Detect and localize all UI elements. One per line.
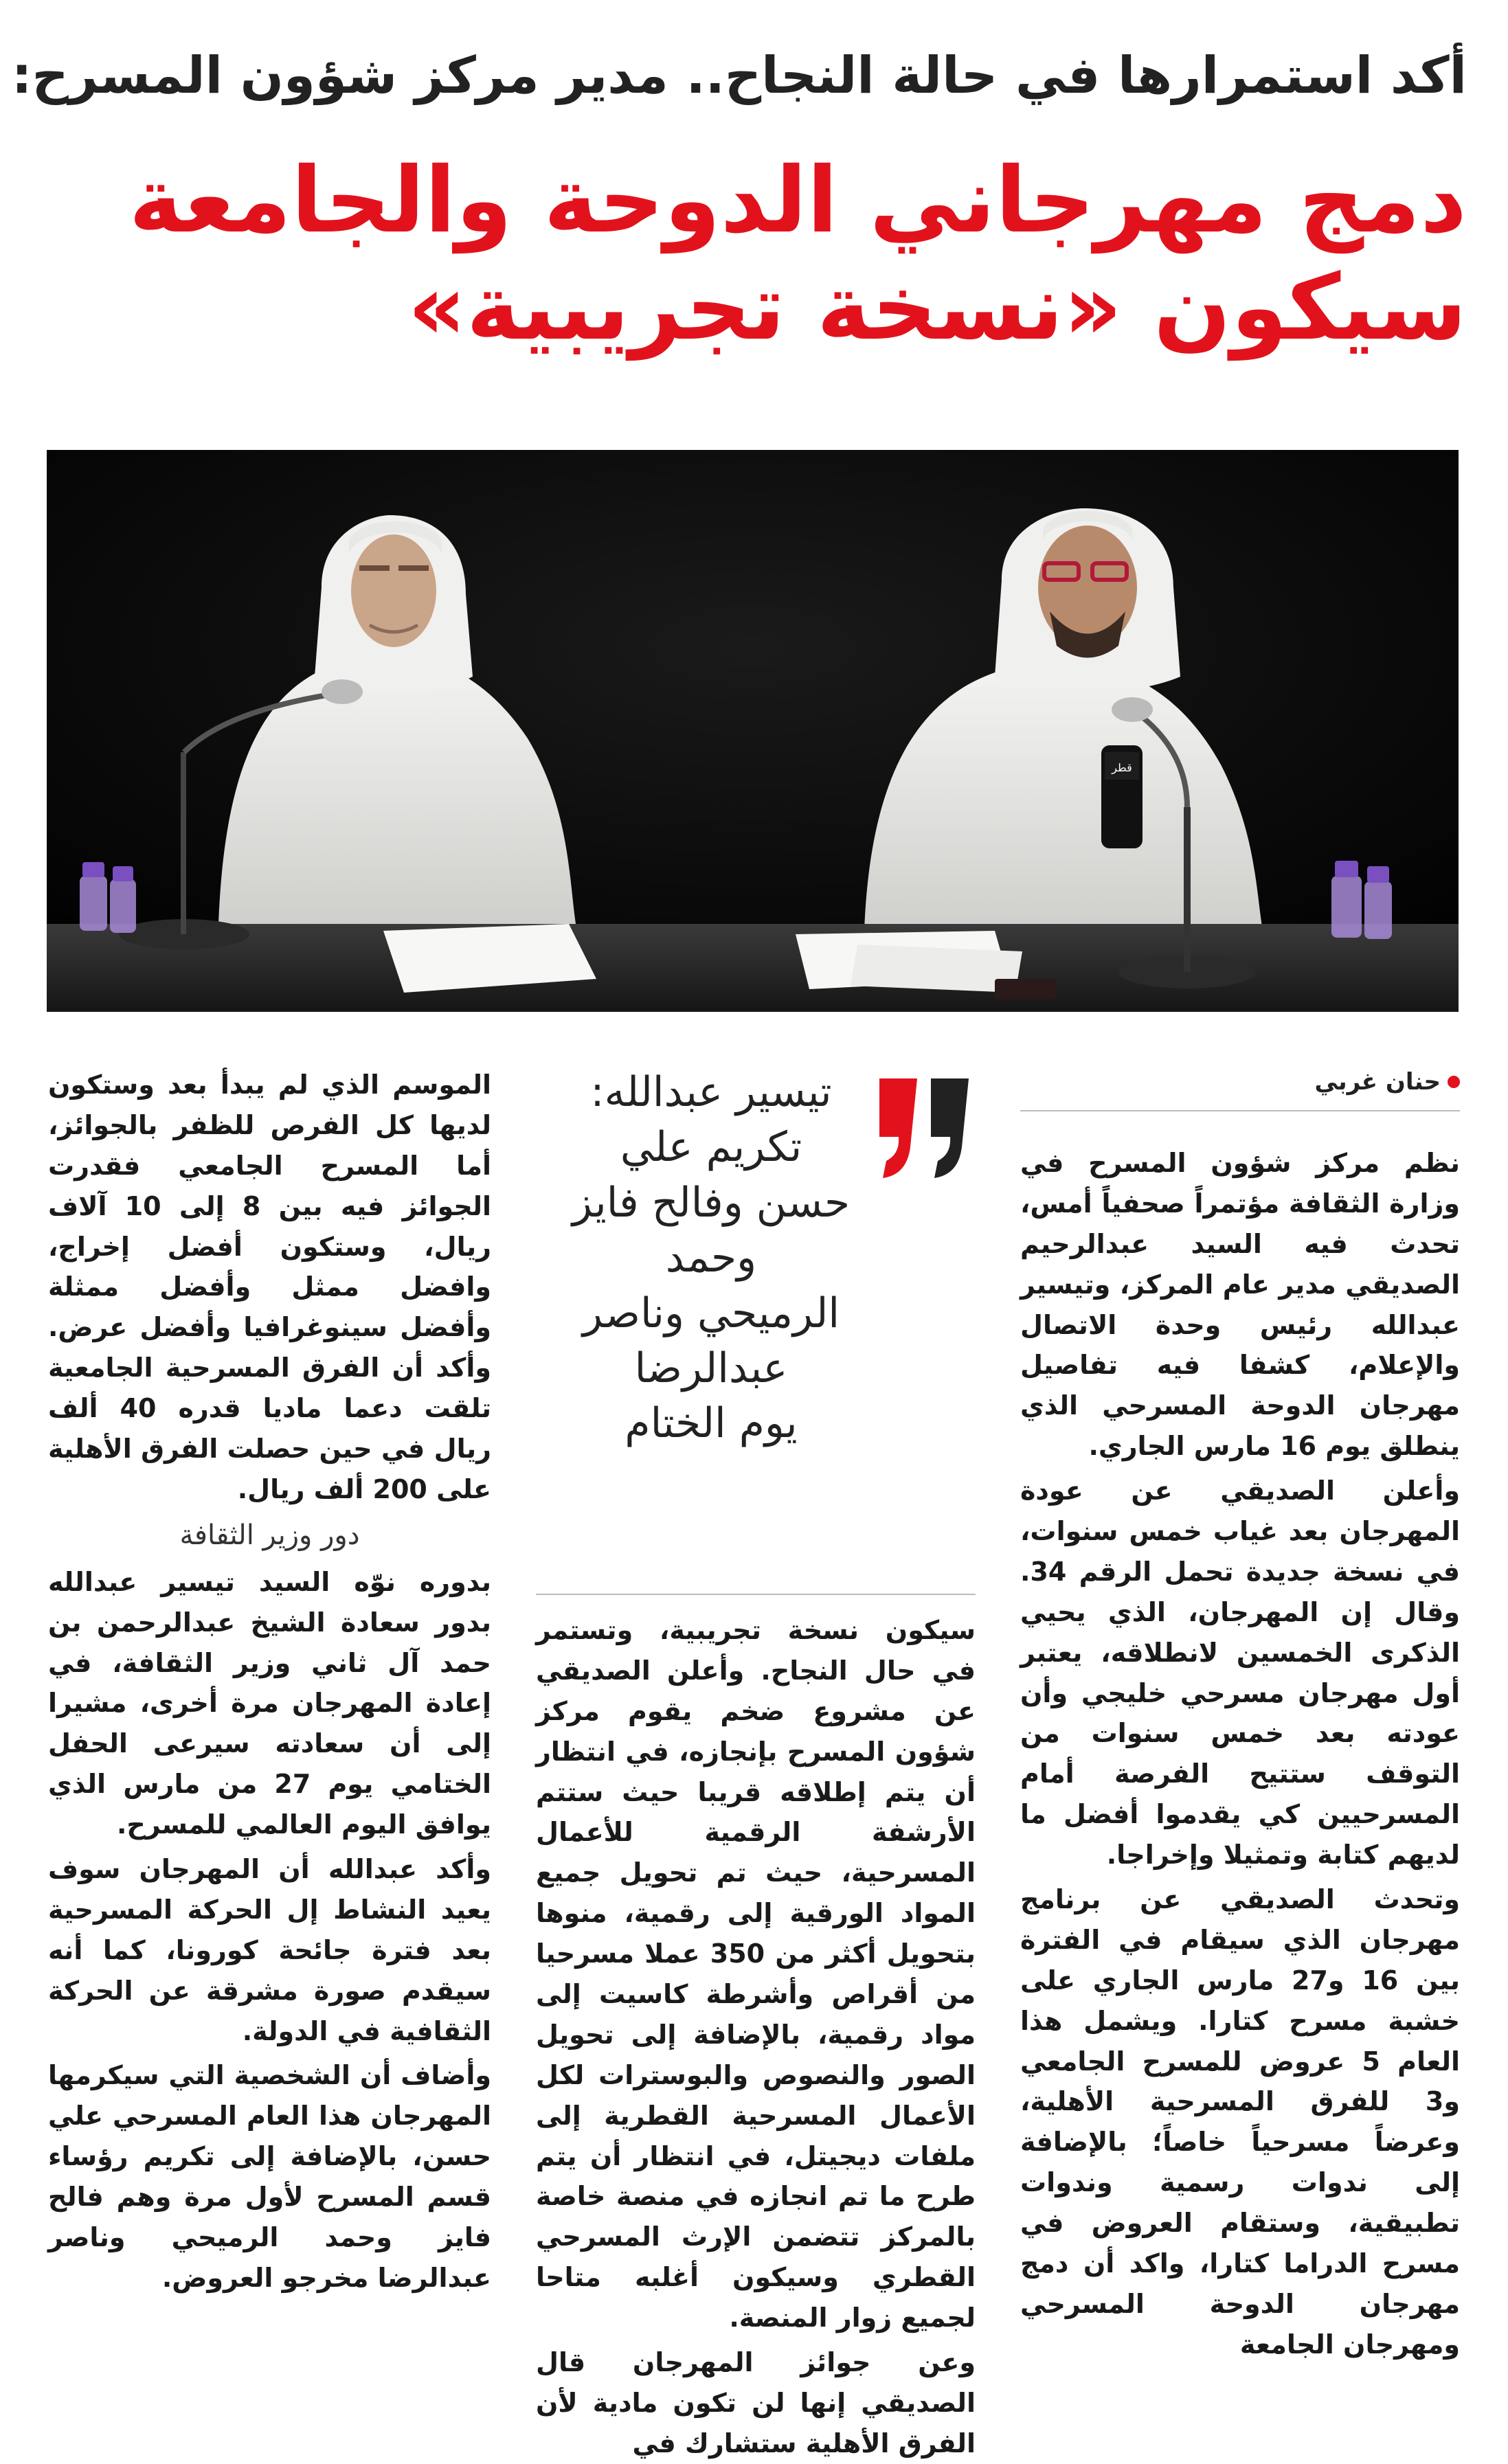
byline (1020, 1065, 1460, 1111)
paragraph: نظم مركز شؤون المسرح في وزارة الثقافة مؤتمراً صحفياً أمس، تحدث فيه السيد عبدالرحيم الصديقي مدير عام المركز، وتيسير عبدالله رئيس وحدة الاتصال والإعلام، كشفا فيه تفاصيل مهرجان الدوحة المسرحي الذي ينطلق يوم 16 مارس الجاري. (1020, 1148, 1460, 1462)
paragraph: وتحدث الصديقي عن برنامج مهرجان الذي سيقام في الفترة بين 16 و27 مارس الجاري على خشبة مسرح كتارا. ويشمل هذا العام 5 عروض للمسرح الجامعي و3 للفرق المسرحية الأهلية، وعرضاً مسرحياً خاصاً؛ بالإضافة إلى ندوات رسمية وندوات تطبيقية، وستقام العروض في مسرح الدراما كتارا، واكد أن دمج مهرجان الدوحة المسرحي ومهرجان الجامعة (1020, 1884, 1461, 2360)
section-subhead: دور وزير الثقافة (179, 1519, 360, 1551)
photo-illustration (47, 450, 1459, 1012)
paragraph: سيكون نسخة تجريبية، وتستمر في حال النجاح. وأعلن الصديقي عن مشروع ضخم يقوم مركز شؤون المسرح بإنجازه، في انتظار أن يتم إطلاقه قريبا حيث ستتم الأرشفة الرقمية للأعمال المسرحية، حيث تم تحويل جميع المواد الورقية إلى رقمية، منوها بتحويل أكثر من 350 عملا مسرحيا من أقراص وأشرطة كاسيت إلى مواد رقمية، بالإضافة إلى تحويل الصور والنصوص والبوسترات لكل الأعمال المسرحية القطرية إلى ملفات ديجيتل، في انتظار أن يتم طرح ما تم انجازه في منصة خاصة بالمركز تتضمن الإرث المسرحي القطري وسيكون أغلبه متاحا لجميع زوار المنصة. (536, 1615, 976, 2333)
byline-author: حنان غربي (1314, 1067, 1441, 1096)
quote-line: حسن وفالح فايز وحمد (572, 1178, 851, 1282)
mic-flag-label: قطر (1112, 761, 1132, 774)
quote-marks-icon (873, 1072, 976, 1182)
pull-quote-text (550, 1065, 873, 1451)
paragraph: بدوره نوّه السيد تيسير عبدالله بدور سعادة الشيخ عبدالرحمن بن حمد آل ثاني وزير الثقافة، في إعادة المهرجان مرة أخرى، مشيرا إلى أن سعادته سيرعى الحفل الختامي يوم 27 من مارس الذي يوافق اليوم العالمي للمسرح. (48, 1566, 492, 1840)
paragraph: وأعلن الصديقي عن عودة المهرجان بعد غياب خمس سنوات، في نسخة جديدة تحمل الرقم 34. وقال إن المهرجان، الذي يحيي الذكرى الخمسين لانطلاقه، يعتبر أول مهرجان مسرحي خليجي وأن عودته بعد خمس سنوات من التوقف ستتيح الفرصة أمام المسرحيين كي يقدموا أفضل ما لديهم كتابة وتمثيلا وإخراجا. (1020, 1476, 1460, 1870)
article-kicker: أكد استمرارها في حالة النجاح.. مدير مركز شؤون المسرح: (11, 46, 1467, 105)
byline-dot-icon (1448, 1076, 1460, 1088)
paragraph: وأضاف أن الشخصية التي سيكرمها المهرجان هذا العام المسرحي علي حسن، بالإضافة إلى تكريم رؤساء قسم المسرح لأول مرة وهم فالح فايز وحمد الرميحي وناصر عبدالرضا مخرجو العروض. (48, 2060, 491, 2293)
paragraph: الموسم الذي لم يبدأ بعد وستكون لديها كل الفرص للظفر بالجوائز، أما المسرح الجامعي فقدرت الجوائز فيه بين 8 إلى 10 آلاف ريال، وستكون أفضل إخراج، وافضل ممثل وأفضل ممثلة وأفضل سينوغرافيا وأفضل عرض. وأكد أن الفرق المسرحية الجامعية تلقت دعما ماديا قدره 40 ألف ريال في حين حصلت الفرق الأهلية على 200 ألف ريال. (48, 1070, 492, 1504)
press-conference-photo (47, 450, 1459, 1012)
pull-quote (536, 1065, 976, 1595)
quote-line: تكريم علي (620, 1123, 802, 1172)
headline-line-1: دمج مهرجاني الدوحة والجامعة (128, 148, 1467, 253)
quote-line: يوم الختام (624, 1399, 798, 1448)
phone (995, 979, 1057, 999)
article-headline (38, 148, 1467, 362)
article-column-right (1020, 1065, 1461, 2360)
quote-line: تيسير عبدالله: (590, 1068, 832, 1116)
article-column-left (48, 1065, 492, 2293)
quote-line: الرميحي وناصر عبدالرضا (582, 1289, 840, 1392)
article-column-middle (536, 1065, 976, 2459)
paragraph: وعن جوائز المهرجان قال الصديقي إنها لن تكون مادية لأن الفرق الأهلية ستشارك في (536, 2347, 976, 2459)
paragraph: وأكد عبدالله أن المهرجان سوف يعيد النشاط إل الحركة المسرحية بعد فترة جائحة كورونا، كما أنه سيقدم صورة مشرقة عن الحركة الثقافية في الدولة. (48, 1854, 491, 2046)
headline-line-2: سيكون «نسخة تجريبية» (407, 254, 1467, 361)
